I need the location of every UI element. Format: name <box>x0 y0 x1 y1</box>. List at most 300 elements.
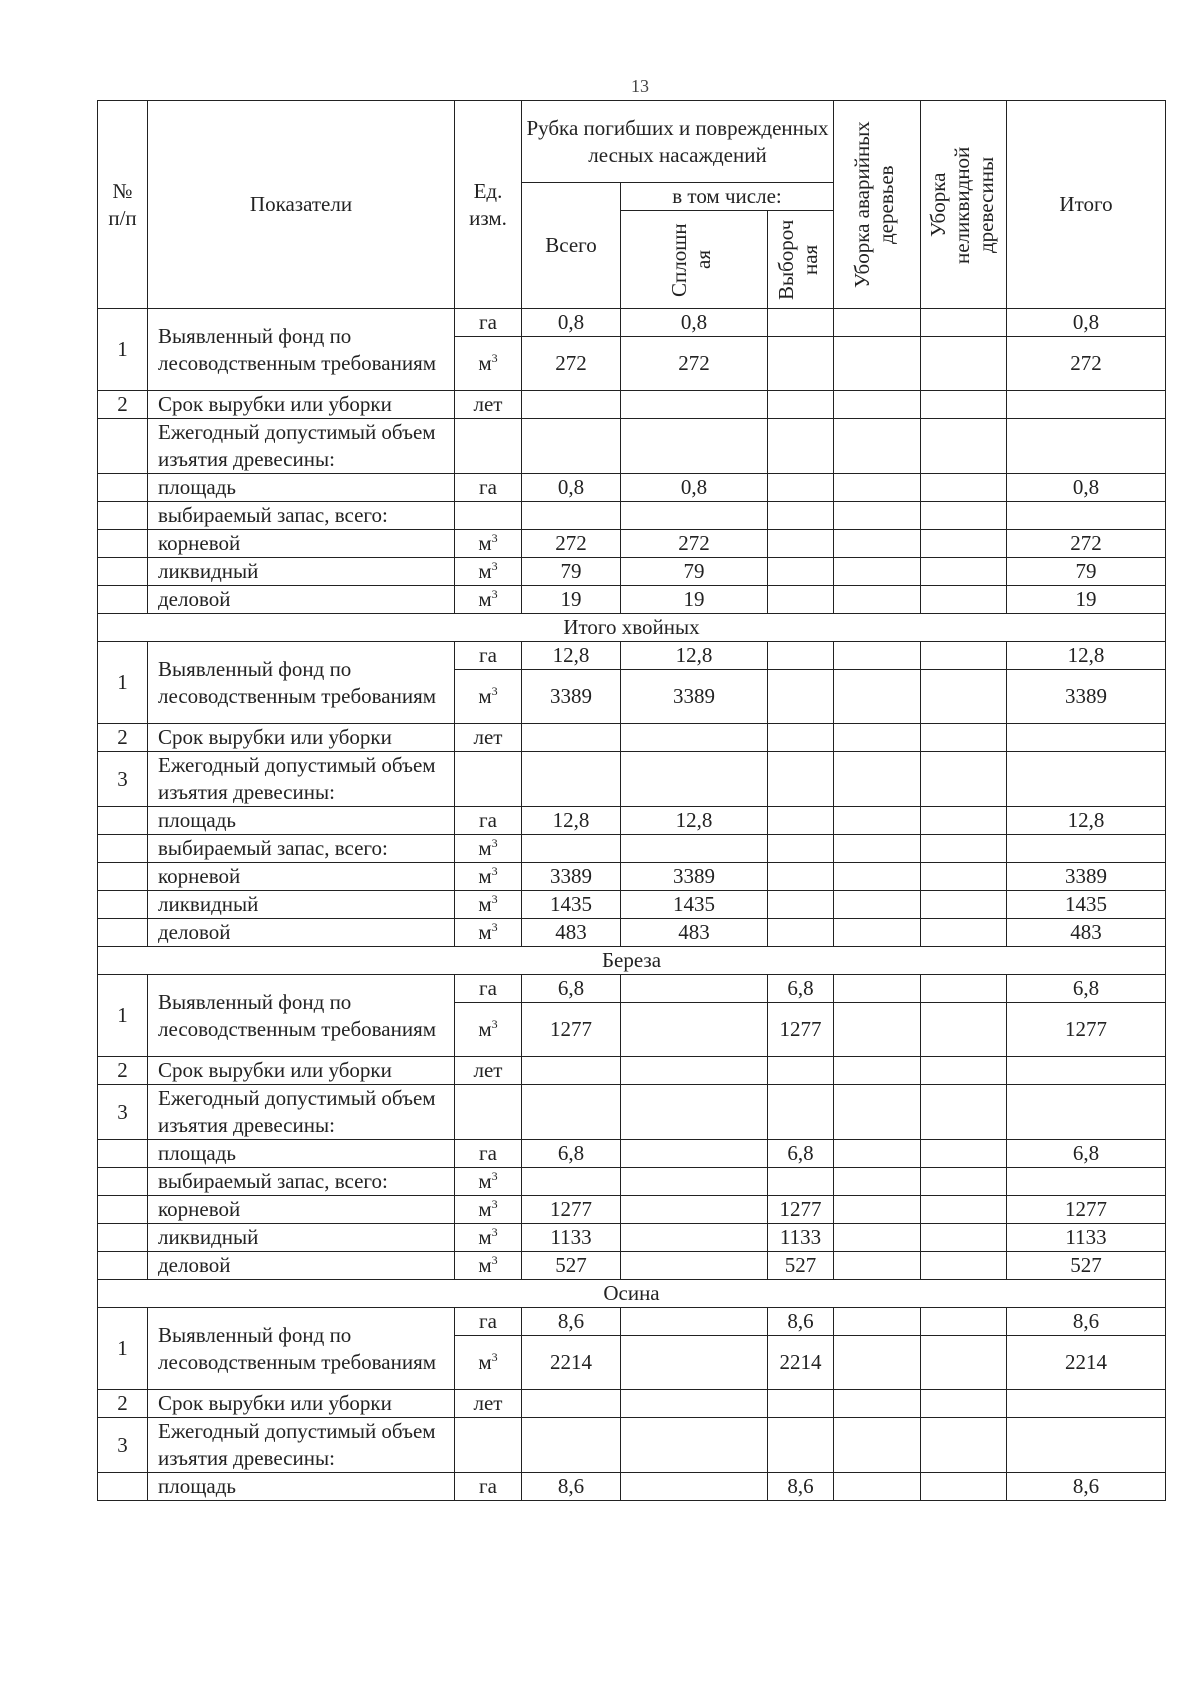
cell-nonliquid <box>921 807 1007 835</box>
cell-grand-total: 79 <box>1007 558 1166 586</box>
cell-emergency <box>834 807 921 835</box>
cell-total: 272 <box>522 530 621 558</box>
section-title-birch: Береза <box>98 947 1166 975</box>
cell-emergency <box>834 1390 921 1418</box>
cell-grand-total: 8,6 <box>1007 1473 1166 1501</box>
unit-m3 <box>455 863 522 891</box>
row-number <box>98 474 148 502</box>
cell-emergency <box>834 502 921 530</box>
cell-selective <box>768 724 834 752</box>
cell-selective <box>768 1390 834 1418</box>
header-num: № п/п <box>98 101 148 309</box>
unit-empty <box>455 1085 522 1140</box>
header-emergency <box>834 101 921 309</box>
table-row <box>98 1196 1166 1224</box>
unit-ha: га <box>455 309 522 337</box>
cell-selective: 1133 <box>768 1224 834 1252</box>
unit-m3 <box>455 586 522 614</box>
cell-selective <box>768 419 834 474</box>
cell-grand-total: 6,8 <box>1007 1140 1166 1168</box>
cell-clear <box>621 419 768 474</box>
indicator-liquid: ликвидный <box>148 891 455 919</box>
cell-grand-total <box>1007 419 1166 474</box>
indicator-area: площадь <box>148 807 455 835</box>
table-row <box>98 1168 1166 1196</box>
cell-grand-total: 483 <box>1007 919 1166 947</box>
cell-grand-total: 1435 <box>1007 891 1166 919</box>
cell-clear <box>621 1252 768 1280</box>
indicator-term: Срок вырубки или уборки <box>148 391 455 419</box>
unit-m3-text: м <box>478 836 492 860</box>
header-total: Всего <box>522 183 621 309</box>
table-row <box>98 391 1166 419</box>
indicator-business: деловой <box>148 1252 455 1280</box>
cell-nonliquid <box>921 337 1007 391</box>
cell-emergency <box>834 891 921 919</box>
cell-emergency <box>834 1168 921 1196</box>
unit-m3-exponent: 3 <box>491 864 498 878</box>
cell-clear <box>621 835 768 863</box>
cell-selective <box>768 502 834 530</box>
row-number <box>98 1140 148 1168</box>
cell-emergency <box>834 863 921 891</box>
cell-nonliquid <box>921 1336 1007 1390</box>
page-number: 13 <box>631 76 649 96</box>
header-including: в том числе: <box>621 183 834 211</box>
cell-clear: 483 <box>621 919 768 947</box>
unit-m3-exponent: 3 <box>491 836 498 850</box>
cell-total: 8,6 <box>522 1308 621 1336</box>
cell-emergency <box>834 975 921 1003</box>
row-number <box>98 919 148 947</box>
cell-nonliquid <box>921 419 1007 474</box>
cell-clear <box>621 1085 768 1140</box>
row-number <box>98 1224 148 1252</box>
header-clear <box>621 211 768 309</box>
cell-nonliquid <box>921 1418 1007 1473</box>
cell-selective <box>768 530 834 558</box>
cell-total: 527 <box>522 1252 621 1280</box>
cell-clear <box>621 1308 768 1336</box>
cell-total: 3389 <box>522 863 621 891</box>
cell-total: 0,8 <box>522 309 621 337</box>
table-row <box>98 502 1166 530</box>
cell-total <box>522 1418 621 1473</box>
cell-total: 272 <box>522 337 621 391</box>
cell-nonliquid <box>921 642 1007 670</box>
row-number: 2 <box>98 391 148 419</box>
cell-emergency <box>834 724 921 752</box>
cell-total <box>522 1390 621 1418</box>
cell-clear <box>621 1390 768 1418</box>
cell-total: 0,8 <box>522 474 621 502</box>
unit-m3 <box>455 1336 522 1390</box>
cell-clear <box>621 1168 768 1196</box>
row-number: 3 <box>98 752 148 807</box>
header-emergency-text: Уборка аварийных деревьев <box>850 121 898 288</box>
cell-clear <box>621 724 768 752</box>
cell-emergency <box>834 752 921 807</box>
table-row <box>98 419 1166 474</box>
unit-years: лет <box>455 391 522 419</box>
unit-m3 <box>455 1252 522 1280</box>
cell-nonliquid <box>921 863 1007 891</box>
cell-nonliquid <box>921 919 1007 947</box>
cell-emergency <box>834 309 921 337</box>
cell-nonliquid <box>921 1085 1007 1140</box>
cell-clear: 3389 <box>621 670 768 724</box>
cell-clear <box>621 1003 768 1057</box>
row-number <box>98 558 148 586</box>
section-title-conifers: Итого хвойных <box>98 614 1166 642</box>
cell-selective <box>768 752 834 807</box>
table-row <box>98 1140 1166 1168</box>
unit-m3 <box>455 1003 522 1057</box>
section-title-aspen: Осина <box>98 1280 1166 1308</box>
indicator-fund: Выявленный фонд по лесоводственным требованиям <box>148 309 455 391</box>
indicator-root: корневой <box>148 863 455 891</box>
indicator-fund: Выявленный фонд по лесоводственным требованиям <box>148 642 455 724</box>
cell-total: 1133 <box>522 1224 621 1252</box>
cell-clear <box>621 502 768 530</box>
table-row <box>98 1057 1166 1085</box>
unit-years: лет <box>455 1390 522 1418</box>
cell-emergency <box>834 586 921 614</box>
cell-selective <box>768 807 834 835</box>
indicator-liquid: ликвидный <box>148 558 455 586</box>
cell-grand-total: 3389 <box>1007 670 1166 724</box>
unit-years: лет <box>455 724 522 752</box>
unit-m3-text: м <box>478 920 492 944</box>
row-number: 1 <box>98 1308 148 1390</box>
cell-clear: 0,8 <box>621 309 768 337</box>
cell-selective <box>768 391 834 419</box>
cell-clear <box>621 1140 768 1168</box>
cell-total: 12,8 <box>522 807 621 835</box>
header-indicator: Показатели <box>148 101 455 309</box>
cell-grand-total: 12,8 <box>1007 807 1166 835</box>
cell-selective <box>768 891 834 919</box>
cell-selective <box>768 835 834 863</box>
row-number <box>98 835 148 863</box>
cell-grand-total: 0,8 <box>1007 309 1166 337</box>
cell-grand-total: 1133 <box>1007 1224 1166 1252</box>
cell-total: 6,8 <box>522 975 621 1003</box>
cell-nonliquid <box>921 391 1007 419</box>
cell-grand-total: 1277 <box>1007 1196 1166 1224</box>
header-selective <box>768 211 834 309</box>
unit-empty <box>455 502 522 530</box>
section-row <box>98 1280 1166 1308</box>
cell-emergency <box>834 1252 921 1280</box>
cell-total: 6,8 <box>522 1140 621 1168</box>
cell-clear: 0,8 <box>621 474 768 502</box>
table-row <box>98 586 1166 614</box>
header-row-1 <box>98 101 1166 183</box>
unit-m3-text: м <box>478 351 492 375</box>
indicator-business: деловой <box>148 919 455 947</box>
unit-m3-exponent: 3 <box>491 1253 498 1267</box>
row-number <box>98 807 148 835</box>
cell-grand-total <box>1007 1085 1166 1140</box>
unit-ha: га <box>455 807 522 835</box>
unit-m3-exponent: 3 <box>491 1197 498 1211</box>
cell-grand-total: 272 <box>1007 337 1166 391</box>
cell-grand-total: 12,8 <box>1007 642 1166 670</box>
indicator-liquid: ликвидный <box>148 1224 455 1252</box>
table-row <box>98 1308 1166 1336</box>
cell-total <box>522 1085 621 1140</box>
cell-nonliquid <box>921 1473 1007 1501</box>
cell-emergency <box>834 1085 921 1140</box>
cell-clear <box>621 752 768 807</box>
cell-grand-total <box>1007 835 1166 863</box>
cell-emergency <box>834 337 921 391</box>
cell-clear <box>621 1473 768 1501</box>
cell-selective <box>768 309 834 337</box>
table-row <box>98 1418 1166 1473</box>
cell-total: 8,6 <box>522 1473 621 1501</box>
row-number: 3 <box>98 1418 148 1473</box>
row-number <box>98 419 148 474</box>
row-number: 1 <box>98 309 148 391</box>
cell-clear: 1435 <box>621 891 768 919</box>
unit-m3-text: м <box>478 1017 492 1041</box>
unit-m3 <box>455 1224 522 1252</box>
forest-harvest-table <box>97 100 1166 1501</box>
unit-m3-text: м <box>478 864 492 888</box>
table-row <box>98 807 1166 835</box>
cell-emergency <box>834 391 921 419</box>
cell-clear: 272 <box>621 337 768 391</box>
table-row <box>98 724 1166 752</box>
cell-grand-total: 3389 <box>1007 863 1166 891</box>
row-number <box>98 1196 148 1224</box>
indicator-stock: выбираемый запас, всего: <box>148 1168 455 1196</box>
row-number: 2 <box>98 1057 148 1085</box>
cell-nonliquid <box>921 1140 1007 1168</box>
indicator-fund: Выявленный фонд по лесоводственным требованиям <box>148 1308 455 1390</box>
cell-clear <box>621 1336 768 1390</box>
cell-total <box>522 724 621 752</box>
table-row <box>98 1390 1166 1418</box>
unit-ha: га <box>455 1473 522 1501</box>
cell-grand-total <box>1007 1057 1166 1085</box>
cell-total: 1277 <box>522 1196 621 1224</box>
indicator-stock: выбираемый запас, всего: <box>148 835 455 863</box>
unit-m3-text: м <box>478 1197 492 1221</box>
row-number: 2 <box>98 1390 148 1418</box>
cell-nonliquid <box>921 670 1007 724</box>
cell-clear: 12,8 <box>621 642 768 670</box>
cell-selective: 6,8 <box>768 975 834 1003</box>
cell-clear: 272 <box>621 530 768 558</box>
indicator-area: площадь <box>148 1473 455 1501</box>
table-row <box>98 309 1166 337</box>
cell-nonliquid <box>921 752 1007 807</box>
indicator-term: Срок вырубки или уборки <box>148 724 455 752</box>
unit-m3 <box>455 670 522 724</box>
cell-clear: 19 <box>621 586 768 614</box>
table-row <box>98 474 1166 502</box>
cell-nonliquid <box>921 975 1007 1003</box>
cell-nonliquid <box>921 586 1007 614</box>
unit-m3 <box>455 891 522 919</box>
unit-m3-exponent: 3 <box>491 1017 498 1031</box>
cell-emergency <box>834 1003 921 1057</box>
cell-grand-total <box>1007 752 1166 807</box>
cell-grand-total: 6,8 <box>1007 975 1166 1003</box>
table-row <box>98 975 1166 1003</box>
unit-m3-exponent: 3 <box>491 1350 498 1364</box>
row-number <box>98 1168 148 1196</box>
indicator-area: площадь <box>148 474 455 502</box>
unit-m3-text: м <box>478 587 492 611</box>
unit-m3 <box>455 919 522 947</box>
header-group-title: Рубка погибших и поврежденных лесных насаждений <box>522 101 834 183</box>
unit-empty <box>455 1418 522 1473</box>
unit-m3-text: м <box>478 892 492 916</box>
cell-total <box>522 419 621 474</box>
cell-emergency <box>834 1196 921 1224</box>
cell-total <box>522 391 621 419</box>
row-number: 1 <box>98 975 148 1057</box>
cell-selective <box>768 1085 834 1140</box>
cell-nonliquid <box>921 1390 1007 1418</box>
unit-m3-text: м <box>478 1350 492 1374</box>
header-grand-total: Итого <box>1007 101 1166 309</box>
cell-selective <box>768 1418 834 1473</box>
cell-selective: 2214 <box>768 1336 834 1390</box>
row-number <box>98 1252 148 1280</box>
cell-nonliquid <box>921 1196 1007 1224</box>
unit-m3-exponent: 3 <box>491 920 498 934</box>
cell-nonliquid <box>921 835 1007 863</box>
unit-m3-text: м <box>478 1169 492 1193</box>
cell-selective: 8,6 <box>768 1308 834 1336</box>
unit-m3-exponent: 3 <box>491 892 498 906</box>
cell-nonliquid <box>921 1168 1007 1196</box>
cell-grand-total <box>1007 502 1166 530</box>
table-row <box>98 863 1166 891</box>
cell-selective <box>768 1168 834 1196</box>
cell-nonliquid <box>921 1308 1007 1336</box>
cell-total: 79 <box>522 558 621 586</box>
table-row <box>98 752 1166 807</box>
unit-ha: га <box>455 1308 522 1336</box>
table-row <box>98 642 1166 670</box>
cell-nonliquid <box>921 530 1007 558</box>
cell-grand-total: 19 <box>1007 586 1166 614</box>
cell-total: 12,8 <box>522 642 621 670</box>
cell-emergency <box>834 558 921 586</box>
cell-grand-total <box>1007 1418 1166 1473</box>
indicator-annual: Ежегодный допустимый объем изъятия древесины: <box>148 419 455 474</box>
cell-grand-total: 272 <box>1007 530 1166 558</box>
cell-grand-total <box>1007 1390 1166 1418</box>
cell-emergency <box>834 670 921 724</box>
row-number: 1 <box>98 642 148 724</box>
cell-selective: 8,6 <box>768 1473 834 1501</box>
cell-selective <box>768 642 834 670</box>
unit-m3-exponent: 3 <box>491 1225 498 1239</box>
cell-selective: 527 <box>768 1252 834 1280</box>
cell-emergency <box>834 474 921 502</box>
header-selective-text: Выбороч ная <box>773 219 822 300</box>
indicator-annual: Ежегодный допустимый объем изъятия древесины: <box>148 1418 455 1473</box>
indicator-root: корневой <box>148 1196 455 1224</box>
cell-clear <box>621 1196 768 1224</box>
cell-clear: 3389 <box>621 863 768 891</box>
indicator-fund: Выявленный фонд по лесоводственным требованиям <box>148 975 455 1057</box>
unit-m3-exponent: 3 <box>491 531 498 545</box>
table-row <box>98 530 1166 558</box>
cell-grand-total: 8,6 <box>1007 1308 1166 1336</box>
cell-emergency <box>834 1473 921 1501</box>
cell-emergency <box>834 1057 921 1085</box>
cell-total: 483 <box>522 919 621 947</box>
unit-m3 <box>455 337 522 391</box>
unit-empty <box>455 419 522 474</box>
unit-ha: га <box>455 642 522 670</box>
cell-grand-total: 1277 <box>1007 1003 1166 1057</box>
cell-total <box>522 1168 621 1196</box>
unit-m3 <box>455 1168 522 1196</box>
cell-nonliquid <box>921 558 1007 586</box>
unit-m3-text: м <box>478 684 492 708</box>
cell-nonliquid <box>921 1057 1007 1085</box>
unit-m3-text: м <box>478 1225 492 1249</box>
cell-total <box>522 1057 621 1085</box>
cell-total: 1277 <box>522 1003 621 1057</box>
header-nonliquid <box>921 101 1007 309</box>
cell-grand-total: 2214 <box>1007 1336 1166 1390</box>
indicator-annual: Ежегодный допустимый объем изъятия древесины: <box>148 1085 455 1140</box>
cell-total <box>522 752 621 807</box>
cell-nonliquid <box>921 309 1007 337</box>
row-number <box>98 891 148 919</box>
row-number <box>98 502 148 530</box>
cell-clear <box>621 1057 768 1085</box>
indicator-annual: Ежегодный допустимый объем изъятия древесины: <box>148 752 455 807</box>
indicator-term: Срок вырубки или уборки <box>148 1057 455 1085</box>
cell-grand-total: 527 <box>1007 1252 1166 1280</box>
cell-clear: 79 <box>621 558 768 586</box>
cell-nonliquid <box>921 891 1007 919</box>
row-number: 2 <box>98 724 148 752</box>
row-number <box>98 863 148 891</box>
cell-emergency <box>834 1418 921 1473</box>
table-row <box>98 891 1166 919</box>
table-row <box>98 1473 1166 1501</box>
cell-grand-total <box>1007 724 1166 752</box>
cell-selective <box>768 1057 834 1085</box>
cell-emergency <box>834 642 921 670</box>
row-number: 3 <box>98 1085 148 1140</box>
cell-selective: 6,8 <box>768 1140 834 1168</box>
cell-emergency <box>834 1140 921 1168</box>
cell-selective <box>768 863 834 891</box>
header-clear-text: Сплошн ая <box>667 222 715 297</box>
unit-m3-text: м <box>478 559 492 583</box>
table-row <box>98 558 1166 586</box>
cell-nonliquid <box>921 474 1007 502</box>
unit-m3-exponent: 3 <box>491 351 498 365</box>
cell-selective <box>768 558 834 586</box>
table-row <box>98 1252 1166 1280</box>
cell-selective <box>768 474 834 502</box>
indicator-stock: выбираемый запас, всего: <box>148 502 455 530</box>
